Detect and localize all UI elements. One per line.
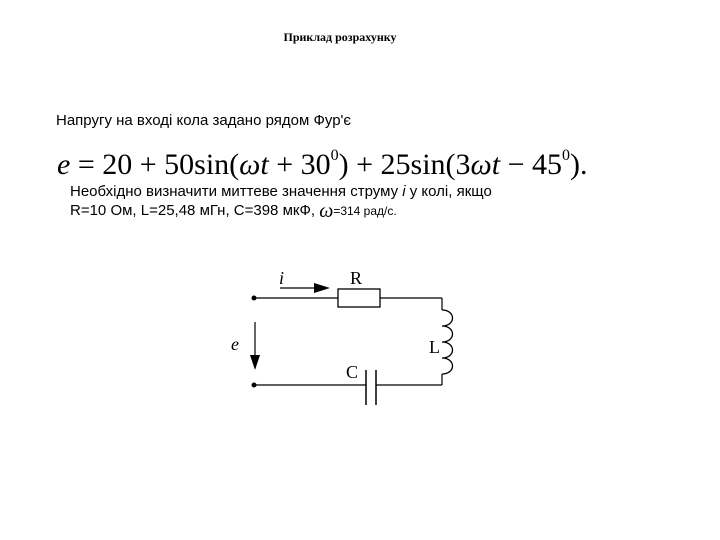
formula-phase-2: − 45: [500, 148, 562, 181]
current-label: i: [279, 268, 285, 288]
inductor-label: L: [429, 337, 440, 357]
voltage-arrow: [250, 322, 260, 370]
voltage-label: e: [231, 334, 239, 354]
formula-end: ).: [570, 148, 588, 181]
task-params: R=10 Ом, L=25,48 мГн, С=398 мкФ,: [70, 202, 320, 219]
inductor: [442, 310, 453, 374]
task-line-1-before: Необхідно визначити миттеве значення струму: [70, 183, 403, 200]
task-current-symbol: i: [402, 183, 406, 200]
intro-text: Напругу на вході кола задано рядом Фур'є: [56, 112, 352, 129]
current-arrow: [280, 283, 330, 293]
formula-degree-1: 0: [330, 147, 339, 164]
page-title: Приклад розрахунку: [283, 30, 397, 44]
formula-omega-t-1: ωt: [239, 148, 269, 181]
formula-eq: = 20 + 50sin(: [70, 148, 240, 181]
omega-symbol: ω: [319, 200, 334, 222]
capacitor-label: C: [346, 362, 359, 382]
bottom-terminal: [252, 383, 257, 388]
formula-phase-1: + 30: [268, 148, 331, 181]
capacitor: [366, 370, 376, 405]
top-terminal: [252, 296, 257, 301]
task-line-1-after: у колі, якщо: [405, 183, 492, 200]
formula-degree-2: 0: [562, 147, 570, 164]
formula-mid: ) + 25sin(3: [338, 148, 471, 181]
resistor: [338, 289, 380, 307]
formula-omega-t-2: ωt: [470, 148, 501, 181]
formula-lhs: e: [57, 148, 71, 181]
omega-value: =314 рад/с.: [333, 204, 397, 218]
resistor-label: R: [350, 268, 363, 288]
